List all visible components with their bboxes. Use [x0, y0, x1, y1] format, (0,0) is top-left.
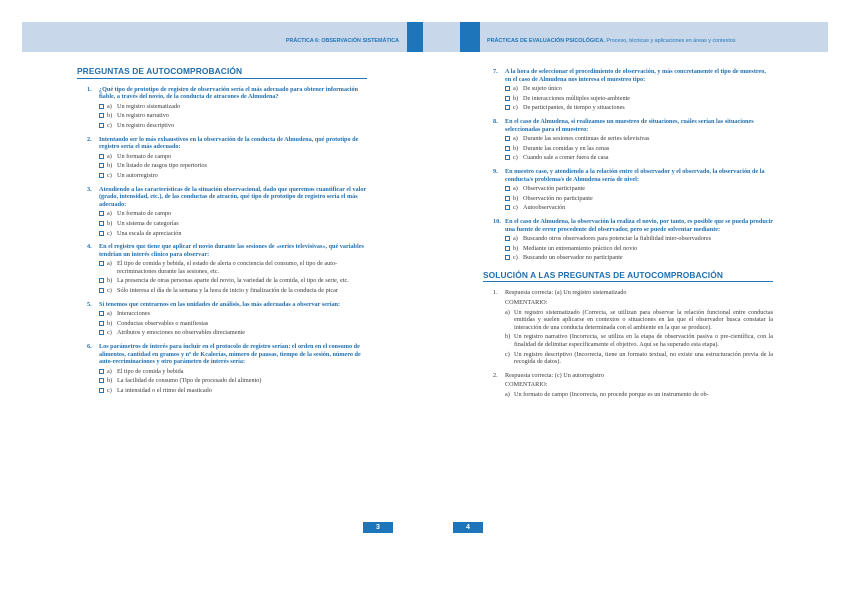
option-text: Un registro descriptivo	[117, 121, 175, 129]
checkbox-icon[interactable]	[505, 186, 510, 191]
answer-option[interactable]	[99, 153, 367, 161]
option-letter: b)	[107, 162, 113, 170]
explanation-text: Un registro narrativo (Incorrecta, se utiliza en la etapa de observación pasiva o pre-científica, con la finalidad de delimitar específicamente el objetivo. Aquí se ha superado esta etapa).	[514, 333, 773, 349]
question-body: En nuestro caso, y atendiendo a la relación entre el observador y el observado, la observación de la conducta/s problema/s de Almudena sería de nivel:	[505, 167, 765, 183]
option-text: Buscando un observador no participante	[523, 254, 623, 262]
option-letter: c)	[513, 204, 518, 212]
checkbox-icon[interactable]	[99, 388, 104, 393]
answer-option[interactable]	[99, 260, 367, 275]
right-header-band	[423, 22, 828, 52]
answer-option[interactable]	[99, 277, 367, 285]
checkbox-icon[interactable]	[99, 231, 104, 236]
checkbox-icon[interactable]	[99, 278, 104, 283]
checkbox-icon[interactable]	[99, 288, 104, 293]
explanation-text: Un registro sistematizado (Correcta, se utilizan para observar la relación funcional entre conductas emitidas y suelen aplicarse en contextos o situaciones en las que el observador busca constatar la interacción de una conducta determinada con el ambiente en la que se produce).	[514, 308, 773, 331]
option-letter: a)	[107, 152, 112, 160]
solution-item	[493, 289, 773, 365]
option-letter: c)	[107, 229, 112, 237]
option-letter: a)	[513, 185, 518, 193]
option-letter: c)	[513, 254, 518, 262]
question-text	[87, 86, 367, 101]
comment-label: COMENTARIO:	[505, 299, 548, 307]
answer-option[interactable]	[505, 154, 773, 162]
option-text: Un sistema de categorías	[117, 219, 179, 227]
explanation-letter: b)	[505, 333, 511, 341]
right-content	[483, 68, 773, 405]
explanation-item	[505, 333, 773, 348]
question-text	[493, 68, 773, 83]
option-text: La intensidad o el ritmo del masticado	[117, 387, 212, 394]
explanation-letter: a)	[505, 391, 510, 398]
question-body: En el registro que tiene que aplicar el novio durante las sesiones de «series televisivas», qué variables tendrían un interés clínico para observar:	[99, 243, 364, 258]
option-text: De sujeto único	[523, 85, 562, 93]
option-letter: c)	[107, 387, 112, 394]
checkbox-icon[interactable]	[99, 378, 104, 383]
answer-option[interactable]	[505, 135, 773, 143]
explanation-text: Un formato de campo (Incorrecta, no procede porque es un instrumento de ob-	[514, 391, 709, 398]
option-letter: a)	[107, 210, 112, 218]
checkbox-icon[interactable]	[505, 246, 510, 251]
question-number: 6.	[87, 343, 92, 351]
option-letter: a)	[107, 260, 112, 268]
solution-text: Respuesta correcta: (c) Un autorregistro	[505, 371, 604, 379]
checkbox-icon[interactable]	[99, 104, 104, 109]
question-number: 8.	[493, 117, 498, 125]
checkbox-icon[interactable]	[99, 261, 104, 266]
option-letter: c)	[513, 154, 518, 162]
option-text: Sólo interesa el día de la semana y la hora de inicio y finalización de la conducta de picar	[117, 287, 338, 295]
question-number: 3.	[87, 185, 92, 193]
answer-option[interactable]	[99, 162, 367, 170]
option-text: De participantes, de tiempo y situaciones	[523, 104, 625, 112]
answer-option[interactable]	[99, 377, 367, 385]
checkbox-icon[interactable]	[99, 163, 104, 168]
option-text: Un autorregistro	[117, 171, 158, 179]
comment-label: COMENTARIO:	[505, 381, 548, 389]
option-text: Buscando otros observadores para potenciar la fiabilidad inter-observadores	[523, 235, 712, 243]
option-letter: c)	[107, 121, 112, 129]
question-item	[77, 243, 367, 295]
solution-text: Respuesta correcta: (a) Un registro sistematizado	[505, 289, 627, 297]
option-text: Un registro narrativo	[117, 112, 169, 120]
checkbox-icon[interactable]	[505, 205, 510, 210]
checkbox-icon[interactable]	[505, 196, 510, 201]
checkbox-icon[interactable]	[505, 255, 510, 260]
checkbox-icon[interactable]	[505, 136, 510, 141]
answer-option[interactable]	[505, 104, 773, 112]
question-body: A la hora de seleccionar el procedimiento de observación, y más concretamente el tipo de muestreo, en el caso de Almudena nos interesa el muestreo tipo:	[505, 68, 766, 83]
right-page	[423, 22, 828, 542]
solution-number: 1.	[493, 289, 498, 297]
solution-answer	[493, 289, 773, 297]
option-text: Un formato de campo	[117, 152, 172, 160]
option-text: La facilidad de consumo (Tipo de procesado del alimento)	[117, 377, 262, 385]
option-text: El tipo de comida y bebida	[117, 367, 184, 375]
option-text: Interacciones	[117, 310, 150, 318]
answer-option[interactable]	[505, 85, 773, 93]
question-text	[87, 186, 367, 209]
checkbox-icon[interactable]	[505, 155, 510, 160]
answer-option[interactable]	[505, 245, 773, 253]
option-letter: a)	[513, 85, 518, 93]
option-text: Observación no participante	[523, 194, 593, 202]
option-text: Autoobservación	[523, 204, 566, 212]
option-text: El tipo de comida y bebida, el estado de alerta o conciencia del consumo, el tipo de auto-recriminaciones durante las sesiones, etc.	[117, 260, 338, 275]
question-text	[87, 243, 367, 258]
checkbox-icon[interactable]	[99, 221, 104, 226]
option-letter: a)	[107, 102, 112, 110]
solution-number: 2.	[493, 371, 498, 379]
explanation-item	[505, 391, 773, 399]
checkbox-icon[interactable]	[99, 154, 104, 159]
question-text	[493, 168, 773, 183]
option-text: Un listado de rasgos tipo repertorios	[117, 162, 207, 170]
answer-option[interactable]	[99, 172, 367, 180]
option-letter: b)	[513, 244, 519, 252]
question-item	[483, 68, 773, 112]
left-page	[22, 22, 427, 542]
option-letter: c)	[107, 287, 112, 295]
question-item	[77, 136, 367, 180]
question-item	[77, 86, 367, 130]
left-running-header: PRÁCTICA 6: OBSERVACIÓN SISTEMÁTICA	[285, 38, 399, 44]
checkbox-icon[interactable]	[505, 236, 510, 241]
question-number: 9.	[493, 167, 498, 175]
solutions-list	[483, 289, 773, 398]
section-title: PREGUNTAS DE AUTOCOMPROBACIÓN	[77, 68, 367, 79]
question-item	[483, 218, 773, 262]
question-body: Si tenemos que centrarnos en las unidades de análisis, las más adecuadas a observar serían:	[99, 300, 341, 308]
option-letter: b)	[107, 319, 113, 327]
question-item	[483, 168, 773, 212]
option-text: Mediante un entrenamiento práctico del novio	[523, 244, 638, 252]
question-body: En el caso de Almudena, si realizamos un muestreo de situaciones, cuáles serían las situaciones seleccionadas para el muestreo:	[505, 117, 754, 133]
option-letter: b)	[107, 277, 113, 285]
answer-option[interactable]	[505, 95, 773, 103]
option-letter: c)	[107, 329, 112, 337]
question-item	[77, 186, 367, 238]
question-number: 1.	[87, 85, 92, 93]
right-running-header	[487, 38, 736, 44]
explanation-letter: c)	[505, 350, 510, 358]
question-number: 7.	[493, 68, 498, 75]
explanation-letter: a)	[505, 308, 510, 316]
answer-option[interactable]	[505, 195, 773, 203]
option-letter: b)	[513, 94, 519, 102]
option-text: Atributos y emociones no observables directamente	[117, 329, 246, 337]
page-number-right: 4	[453, 522, 483, 533]
question-text	[87, 301, 367, 309]
answer-option[interactable]	[99, 387, 367, 395]
option-letter: a)	[107, 367, 112, 375]
checkbox-icon[interactable]	[99, 211, 104, 216]
answer-option[interactable]	[99, 329, 367, 337]
option-letter: b)	[107, 219, 113, 227]
question-number: 2.	[87, 135, 92, 143]
checkbox-icon[interactable]	[99, 369, 104, 374]
answer-option[interactable]	[505, 254, 773, 262]
option-text: Un registro sistematizado	[117, 102, 181, 110]
checkbox-icon[interactable]	[505, 86, 510, 91]
question-body: Intentando ser lo más exhaustivos en la observación de la conducta de Almudena, qué prototipo de registro sería el más adecuado:	[99, 135, 359, 151]
answer-option[interactable]	[99, 122, 367, 130]
question-text	[493, 218, 773, 233]
question-item	[483, 118, 773, 162]
right-question-list	[483, 68, 773, 262]
option-text: Conductas observables o manifiestas	[117, 319, 209, 327]
checkbox-icon[interactable]	[99, 123, 104, 128]
answer-option[interactable]	[99, 320, 367, 328]
question-item	[77, 301, 367, 337]
answer-option[interactable]	[505, 185, 773, 193]
right-header-bold: PRÁCTICAS DE EVALUACIÓN PSICOLÓGICA.	[487, 38, 605, 44]
question-text	[87, 343, 367, 366]
left-content	[77, 68, 367, 401]
option-text: Cuando sale a comer fuera de casa	[523, 154, 609, 162]
explanation-item	[505, 351, 773, 366]
left-header-band	[22, 22, 427, 52]
question-body: Los parámetros de interés para incluir en el protocolo de registro serían: el orden en el consumo de alimentos, cantidad en gramos y nº de Kcalorías, número de pausas, tiempo de la sesión, número de auto-recriminaciones y otro parámetro de interés sería:	[99, 343, 361, 366]
answer-option[interactable]	[505, 204, 773, 212]
option-text: De interacciones múltiples sujeto-ambiente	[523, 94, 631, 102]
checkbox-icon[interactable]	[505, 96, 510, 101]
checkbox-icon[interactable]	[505, 146, 510, 151]
question-number: 10.	[493, 217, 501, 225]
answer-option[interactable]	[99, 103, 367, 111]
question-number: 4.	[87, 243, 92, 251]
right-header-square	[460, 22, 480, 52]
answer-option[interactable]	[99, 310, 367, 318]
question-text	[87, 136, 367, 151]
answer-option[interactable]	[99, 230, 367, 238]
checkbox-icon[interactable]	[505, 105, 510, 110]
option-letter: a)	[107, 310, 112, 318]
solutions-title: SOLUCIÓN A LAS PREGUNTAS DE AUTOCOMPROBACIÓN	[483, 272, 773, 283]
option-letter: b)	[513, 144, 519, 152]
option-text: Observación participante	[523, 185, 586, 193]
answer-option[interactable]	[99, 368, 367, 376]
answer-option[interactable]	[505, 145, 773, 153]
answer-option[interactable]	[99, 210, 367, 218]
checkbox-icon[interactable]	[99, 311, 104, 316]
question-number: 5.	[87, 300, 92, 308]
solution-item	[493, 372, 773, 399]
right-header-rest: Proceso, técnicas y aplicaciones en áreas y contextos	[604, 38, 736, 44]
question-item	[77, 343, 367, 395]
question-body: Atendiendo a las características de la situación observacional, dado que queremos cuantificar el valor (grado, intensidad, etc.), de las conductas de atracón, qué tipo de prototipo de registro sería el más adecuado:	[99, 185, 367, 208]
explanation-item	[505, 309, 773, 332]
checkbox-icon[interactable]	[99, 321, 104, 326]
answer-option[interactable]	[99, 112, 367, 120]
answer-option[interactable]	[99, 287, 367, 295]
option-letter: c)	[107, 171, 112, 179]
option-text: Durante las sesiones continuas de series televisivas	[523, 135, 650, 143]
option-letter: b)	[513, 194, 519, 202]
option-letter: a)	[513, 235, 518, 243]
explanation-text: Un registro descriptivo (Incorrecta, tiene un formato textual, no existe una estructuración previa de la recogida de datos).	[514, 350, 773, 366]
option-text: La presencia de otras personas aparte del novio, la variedad de la comida, el tipo de serie, etc.	[117, 277, 349, 285]
checkbox-icon[interactable]	[99, 113, 104, 118]
option-letter: c)	[513, 104, 518, 112]
solution-answer	[493, 372, 773, 380]
question-text	[493, 118, 773, 133]
option-letter: b)	[107, 377, 113, 385]
option-letter: b)	[107, 112, 113, 120]
page-number-left: 3	[363, 522, 393, 533]
checkbox-icon[interactable]	[99, 173, 104, 178]
question-body: ¿Qué tipo de prototipo de registro de observación sería el más adecuado para obtener información fiable, a través del novio, de la conducta de atracones de Almudena?	[99, 85, 359, 101]
option-text: Durante las comidas y en las cenas	[523, 144, 610, 152]
left-question-list	[77, 86, 367, 395]
option-text: Un formato de campo	[117, 210, 172, 218]
question-body: En el caso de Almudena, la observación la realiza el novio, por tanto, es posible que se pueda producir una fuente de error procedente del observador, pero se puede solventar mediante:	[505, 217, 773, 233]
option-text: Una escala de apreciación	[117, 229, 182, 237]
answer-option[interactable]	[505, 235, 773, 243]
answer-option[interactable]	[99, 220, 367, 228]
option-letter: a)	[513, 135, 518, 143]
checkbox-icon[interactable]	[99, 330, 104, 335]
